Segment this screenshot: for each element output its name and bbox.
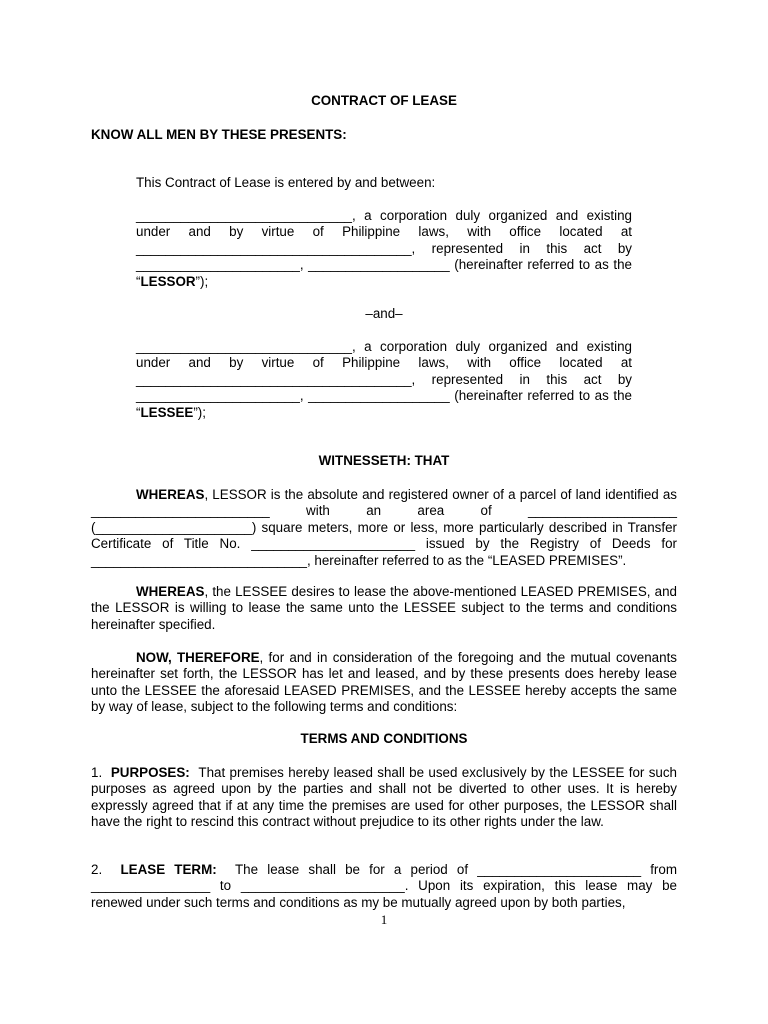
- term-label-lease-term: LEASE TERM:: [120, 862, 217, 877]
- document-title: CONTRACT OF LEASE: [311, 93, 457, 108]
- term-text-lease-term: The lease shall be for a period of ______________________ from ________________ to ______________________. Upon its expiration, this lease may be renewed under such terms and conditions as my be mutually agreed upon by both parties,: [91, 862, 677, 910]
- whereas-paragraph-1: [91, 487, 677, 569]
- witnesseth-heading: WITNESSETH: THAT: [318, 453, 450, 468]
- lessor-paragraph: [136, 208, 632, 290]
- intro-line: This Contract of Lease is entered by and between:: [136, 175, 436, 190]
- term-number-1: 1.: [91, 765, 103, 780]
- term-item-purposes: [91, 765, 677, 831]
- and-separator: –and–: [365, 306, 403, 321]
- know-all-men-heading: KNOW ALL MEN BY THESE PRESENTS:: [91, 127, 347, 142]
- lessor-text: _____________________________, a corporation duly organized and existing under and by virtue of Philippine laws, with office located at _____________________________________, represented in this act by ______________________, ___________________ (hereinafter referred to as the “: [136, 208, 632, 289]
- lessee-text: _____________________________, a corporation duly organized and existing under and by virtue of Philippine laws, with office located at _____________________________________, represented in this act by ______________________, ___________________ (hereinafter referred to as the “: [136, 339, 632, 420]
- now-therefore-lead: NOW, THEREFORE: [136, 650, 260, 665]
- whereas-lead-2: WHEREAS: [136, 584, 205, 599]
- term-number-2: 2.: [91, 862, 103, 877]
- lessor-text-end: ”);: [195, 273, 209, 289]
- term-item-lease-term: [91, 862, 677, 911]
- now-therefore-text: , for and in consideration of the foregoing and the mutual covenants hereinafter set forth, the LESSOR has let and leased, and by these presents does hereby lease unto the LESSEE the aforesaid LEASED PREMISES, and the LESSEE hereby accepts the same by way of lease, subject to the following terms and conditions:: [91, 650, 677, 715]
- lessor-label: LESSOR: [140, 273, 196, 289]
- whereas-paragraph-2: [91, 584, 677, 633]
- term-label-purposes: PURPOSES:: [110, 765, 190, 780]
- terms-heading: TERMS AND CONDITIONS: [300, 731, 468, 746]
- lessee-text-end: ”);: [193, 404, 206, 420]
- whereas-text-1: , LESSOR is the absolute and registered owner of a parcel of land identified as ________________________ with an area of ____________________ (_____________________) square meters, more or less, more particularly described in Transfer Certificate of Title No. ______________________ issued by the Registry of Deeds for _____________________________, hereinafter referred to as the “LEASED PREMISES”.: [91, 487, 677, 568]
- lessee-label: LESSEE: [140, 404, 194, 420]
- page-number: 1: [380, 912, 388, 927]
- whereas-text-2: , the LESSEE desires to lease the above-mentioned LEASED PREMISES, and the LESSOR is willing to lease the same unto the LESSEE subject to the terms and conditions hereinafter specified.: [91, 584, 677, 632]
- lessee-paragraph: [136, 339, 632, 421]
- term-text-purposes: That premises hereby leased shall be used exclusively by the LESSEE for such purposes as agreed upon by the parties and shall not be diverted to other uses. It is hereby expressly agreed that if at any time the premises are used for other purposes, the LESSOR shall have the right to rescind this contract without prejudice to its other rights under the law.: [91, 765, 677, 830]
- whereas-lead-1: WHEREAS: [136, 487, 205, 502]
- now-therefore-paragraph: [91, 650, 677, 716]
